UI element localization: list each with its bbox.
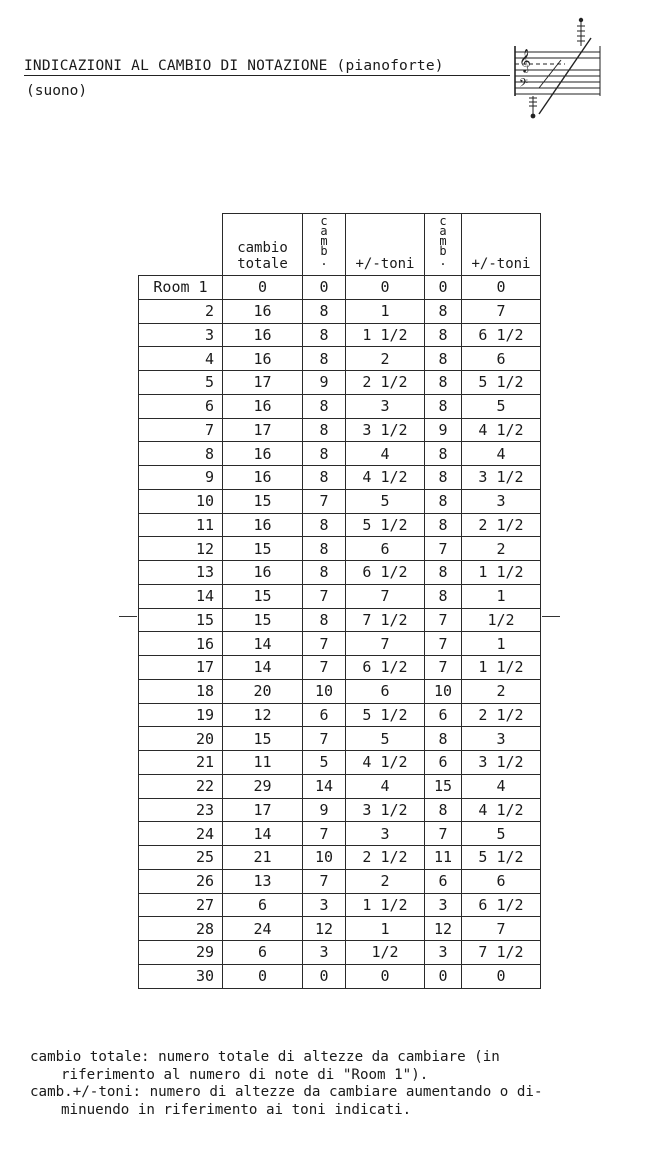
camb-down-cell: 8 [425, 798, 462, 822]
row-label: Room 1 [139, 276, 223, 300]
cambio-totale-cell: 16 [223, 394, 303, 418]
toni-up-cell: 7 1/2 [346, 608, 425, 632]
row-label: 9 [139, 466, 223, 490]
camb-up-cell: 7 [303, 869, 346, 893]
toni-down-cell: 5 1/2 [462, 371, 541, 395]
camb-down-cell: 7 [425, 608, 462, 632]
table-row [139, 656, 541, 680]
toni-up-cell: 7 [346, 584, 425, 608]
toni-down-cell: 1 1/2 [462, 561, 541, 585]
header-char: m [439, 234, 447, 248]
cambio-totale-cell: 17 [223, 418, 303, 442]
toni-down-cell: 1/2 [462, 608, 541, 632]
table-row [139, 941, 541, 965]
header-cambio-line: cambio [237, 240, 288, 256]
camb-down-cell: 0 [425, 276, 462, 300]
toni-up-cell: 6 1/2 [346, 656, 425, 680]
document-title: INDICAZIONI AL CAMBIO DI NOTAZIONE (pianoforte) [24, 58, 510, 76]
row-label: 6 [139, 394, 223, 418]
row-label: 24 [139, 822, 223, 846]
toni-down-cell: 6 1/2 [462, 323, 541, 347]
table-row [139, 774, 541, 798]
camb-up-cell: 9 [303, 798, 346, 822]
camb-down-cell: 8 [425, 513, 462, 537]
toni-down-cell: 2 1/2 [462, 703, 541, 727]
camb-up-cell: 3 [303, 941, 346, 965]
cambio-totale-cell: 0 [223, 276, 303, 300]
row-label: 4 [139, 347, 223, 371]
camb-up-cell: 7 [303, 656, 346, 680]
table-row [139, 917, 541, 941]
header-char: a [320, 224, 328, 238]
camb-up-cell: 3 [303, 893, 346, 917]
camb-down-cell: 8 [425, 466, 462, 490]
toni-up-cell: 5 1/2 [346, 513, 425, 537]
cambio-totale-cell: 15 [223, 537, 303, 561]
cambio-totale-cell: 14 [223, 632, 303, 656]
camb-up-cell: 8 [303, 299, 346, 323]
row-label: 25 [139, 846, 223, 870]
row-label: 28 [139, 917, 223, 941]
table-header-row [139, 214, 541, 276]
document-subtitle: (suono) [26, 83, 88, 99]
cambio-totale-cell: 20 [223, 679, 303, 703]
cambio-totale-cell: 16 [223, 466, 303, 490]
header-char: c [320, 214, 328, 228]
camb-up-cell: 7 [303, 822, 346, 846]
toni-down-cell: 3 1/2 [462, 751, 541, 775]
header-char: m [320, 234, 328, 248]
table-row [139, 798, 541, 822]
header-char: a [439, 224, 447, 238]
camb-down-cell: 8 [425, 584, 462, 608]
table-row [139, 442, 541, 466]
table-row [139, 371, 541, 395]
cambio-totale-cell: 6 [223, 941, 303, 965]
table-row [139, 869, 541, 893]
row-label: 29 [139, 941, 223, 965]
toni-down-cell: 4 1/2 [462, 798, 541, 822]
toni-up-cell: 6 1/2 [346, 561, 425, 585]
table-row [139, 846, 541, 870]
toni-down-cell: 1 [462, 584, 541, 608]
row-label: 13 [139, 561, 223, 585]
toni-down-cell: 4 [462, 442, 541, 466]
cambio-totale-cell: 16 [223, 323, 303, 347]
table-row [139, 608, 541, 632]
table-row [139, 489, 541, 513]
row-label: 21 [139, 751, 223, 775]
header-char: b [439, 244, 447, 258]
camb-down-cell: 9 [425, 418, 462, 442]
cambio-totale-cell: 15 [223, 489, 303, 513]
camb-down-cell: 10 [425, 679, 462, 703]
toni-down-cell: 4 [462, 774, 541, 798]
camb-up-cell: 8 [303, 608, 346, 632]
camb-down-cell: 8 [425, 489, 462, 513]
camb-up-cell: 6 [303, 703, 346, 727]
row-label: 20 [139, 727, 223, 751]
table-row [139, 584, 541, 608]
cambio-totale-cell: 17 [223, 371, 303, 395]
camb-up-cell: 12 [303, 917, 346, 941]
toni-up-cell: 0 [346, 964, 425, 988]
toni-up-cell: 3 [346, 822, 425, 846]
camb-up-cell: 8 [303, 513, 346, 537]
camb-down-cell: 7 [425, 537, 462, 561]
toni-up-cell: 0 [346, 276, 425, 300]
camb-up-cell: 5 [303, 751, 346, 775]
header-char: c [439, 214, 447, 228]
table-row [139, 466, 541, 490]
row-label: 18 [139, 679, 223, 703]
cambio-totale-cell: 14 [223, 656, 303, 680]
table-row [139, 964, 541, 988]
camb-up-cell: 7 [303, 489, 346, 513]
margin-mark-right [542, 616, 560, 617]
row-label: 19 [139, 703, 223, 727]
table-row [139, 679, 541, 703]
toni-up-cell: 2 1/2 [346, 846, 425, 870]
table-row [139, 822, 541, 846]
toni-down-cell: 5 [462, 822, 541, 846]
toni-down-cell: 1 1/2 [462, 656, 541, 680]
toni-down-cell: 2 [462, 679, 541, 703]
row-label: 22 [139, 774, 223, 798]
toni-up-cell: 3 1/2 [346, 418, 425, 442]
staff-sketch-icon [505, 14, 605, 122]
table-row [139, 703, 541, 727]
toni-up-cell: 3 [346, 394, 425, 418]
camb-up-cell: 8 [303, 466, 346, 490]
toni-up-cell: 2 [346, 347, 425, 371]
toni-down-cell: 0 [462, 964, 541, 988]
toni-down-cell: 7 [462, 299, 541, 323]
toni-down-cell: 1 [462, 632, 541, 656]
toni-up-cell: 5 [346, 489, 425, 513]
camb-up-cell: 7 [303, 632, 346, 656]
camb-down-cell: 11 [425, 846, 462, 870]
header-camb-2 [425, 214, 462, 276]
toni-up-cell: 4 [346, 442, 425, 466]
camb-up-cell: 0 [303, 964, 346, 988]
cambio-totale-cell: 11 [223, 751, 303, 775]
toni-up-cell: 1 [346, 917, 425, 941]
cambio-totale-cell: 16 [223, 513, 303, 537]
table-row [139, 561, 541, 585]
row-label: 14 [139, 584, 223, 608]
row-label: 5 [139, 371, 223, 395]
camb-up-cell: 8 [303, 394, 346, 418]
camb-down-cell: 15 [425, 774, 462, 798]
cambio-totale-cell: 6 [223, 893, 303, 917]
footnote-line: minuendo in riferimento ai toni indicati. [61, 1101, 412, 1118]
cambio-totale-cell: 15 [223, 584, 303, 608]
cambio-totale-cell: 16 [223, 561, 303, 585]
row-label: 27 [139, 893, 223, 917]
camb-up-cell: 8 [303, 561, 346, 585]
cambio-totale-cell: 13 [223, 869, 303, 893]
header-char: . [439, 254, 447, 268]
toni-down-cell: 0 [462, 276, 541, 300]
camb-down-cell: 7 [425, 632, 462, 656]
toni-up-cell: 1 1/2 [346, 323, 425, 347]
toni-up-cell: 1 1/2 [346, 893, 425, 917]
toni-down-cell: 5 [462, 394, 541, 418]
row-label: 17 [139, 656, 223, 680]
camb-down-cell: 0 [425, 964, 462, 988]
cambio-totale-cell: 0 [223, 964, 303, 988]
toni-down-cell: 6 [462, 347, 541, 371]
cambio-totale-cell: 12 [223, 703, 303, 727]
toni-up-cell: 6 [346, 679, 425, 703]
header-empty [139, 214, 223, 276]
table-row [139, 347, 541, 371]
cambio-totale-cell: 21 [223, 846, 303, 870]
row-label: 16 [139, 632, 223, 656]
cambio-totale-cell: 16 [223, 299, 303, 323]
toni-down-cell: 7 [462, 917, 541, 941]
camb-up-cell: 8 [303, 442, 346, 466]
camb-down-cell: 7 [425, 656, 462, 680]
toni-down-cell: 6 1/2 [462, 893, 541, 917]
toni-down-cell: 3 1/2 [462, 466, 541, 490]
camb-up-cell: 14 [303, 774, 346, 798]
cambio-totale-cell: 29 [223, 774, 303, 798]
table-row [139, 893, 541, 917]
table-row [139, 751, 541, 775]
row-label: 11 [139, 513, 223, 537]
footnote-line: camb.+/-toni: numero di altezze da cambiare aumentando o di- [30, 1084, 543, 1100]
camb-up-cell: 10 [303, 846, 346, 870]
row-label: 7 [139, 418, 223, 442]
camb-down-cell: 8 [425, 442, 462, 466]
header-toni-1: +/-toni [346, 214, 425, 276]
table-row [139, 276, 541, 300]
header-camb-1 [303, 214, 346, 276]
row-label: 12 [139, 537, 223, 561]
camb-down-cell: 8 [425, 371, 462, 395]
cambio-totale-cell: 14 [223, 822, 303, 846]
row-label: 23 [139, 798, 223, 822]
camb-up-cell: 8 [303, 537, 346, 561]
toni-down-cell: 4 1/2 [462, 418, 541, 442]
header-cambio-totale [223, 214, 303, 276]
toni-down-cell: 2 1/2 [462, 513, 541, 537]
header-char: b [320, 244, 328, 258]
camb-up-cell: 10 [303, 679, 346, 703]
toni-up-cell: 4 1/2 [346, 751, 425, 775]
table-row [139, 537, 541, 561]
footnote-line: riferimento al numero di note di "Room 1"). [61, 1066, 429, 1083]
row-label: 2 [139, 299, 223, 323]
toni-up-cell: 1 [346, 299, 425, 323]
toni-up-cell: 5 1/2 [346, 703, 425, 727]
toni-up-cell: 3 1/2 [346, 798, 425, 822]
row-label: 10 [139, 489, 223, 513]
footnote-line: cambio totale: numero totale di altezze da cambiare (in [30, 1049, 500, 1065]
camb-down-cell: 8 [425, 323, 462, 347]
table-row [139, 323, 541, 347]
table-row [139, 513, 541, 537]
camb-up-cell: 0 [303, 276, 346, 300]
camb-up-cell: 8 [303, 323, 346, 347]
cambio-totale-cell: 24 [223, 917, 303, 941]
header-char: . [320, 254, 328, 268]
toni-down-cell: 6 [462, 869, 541, 893]
camb-down-cell: 12 [425, 917, 462, 941]
camb-down-cell: 6 [425, 751, 462, 775]
camb-down-cell: 3 [425, 941, 462, 965]
toni-up-cell: 4 1/2 [346, 466, 425, 490]
svg-text:𝄞: 𝄞 [519, 48, 531, 72]
cambio-totale-cell: 16 [223, 347, 303, 371]
toni-down-cell: 3 [462, 727, 541, 751]
row-label: 15 [139, 608, 223, 632]
toni-down-cell: 7 1/2 [462, 941, 541, 965]
cambio-totale-cell: 15 [223, 727, 303, 751]
table-body [139, 276, 541, 989]
toni-down-cell: 5 1/2 [462, 846, 541, 870]
margin-mark-left [119, 616, 137, 617]
header-toni-2: +/-toni [462, 214, 541, 276]
camb-down-cell: 8 [425, 561, 462, 585]
table-row [139, 418, 541, 442]
table-row [139, 299, 541, 323]
toni-up-cell: 7 [346, 632, 425, 656]
cambio-totale-cell: 17 [223, 798, 303, 822]
notation-table [138, 213, 540, 989]
header-totale-line: totale [237, 256, 288, 272]
row-label: 3 [139, 323, 223, 347]
camb-up-cell: 7 [303, 584, 346, 608]
camb-down-cell: 6 [425, 703, 462, 727]
row-label: 8 [139, 442, 223, 466]
footnotes [30, 1049, 655, 1119]
camb-down-cell: 8 [425, 347, 462, 371]
row-label: 30 [139, 964, 223, 988]
table-row [139, 632, 541, 656]
camb-up-cell: 8 [303, 418, 346, 442]
camb-down-cell: 8 [425, 299, 462, 323]
toni-up-cell: 4 [346, 774, 425, 798]
camb-up-cell: 9 [303, 371, 346, 395]
cambio-totale-cell: 16 [223, 442, 303, 466]
toni-down-cell: 3 [462, 489, 541, 513]
toni-up-cell: 2 1/2 [346, 371, 425, 395]
camb-down-cell: 3 [425, 893, 462, 917]
toni-down-cell: 2 [462, 537, 541, 561]
camb-up-cell: 7 [303, 727, 346, 751]
cambio-totale-cell: 15 [223, 608, 303, 632]
toni-up-cell: 6 [346, 537, 425, 561]
toni-up-cell: 5 [346, 727, 425, 751]
row-label: 26 [139, 869, 223, 893]
camb-down-cell: 7 [425, 822, 462, 846]
table-row [139, 727, 541, 751]
toni-up-cell: 2 [346, 869, 425, 893]
camb-down-cell: 8 [425, 727, 462, 751]
camb-up-cell: 8 [303, 347, 346, 371]
svg-text:𝄢: 𝄢 [519, 77, 529, 93]
toni-up-cell: 1/2 [346, 941, 425, 965]
camb-down-cell: 8 [425, 394, 462, 418]
camb-down-cell: 6 [425, 869, 462, 893]
table-row [139, 394, 541, 418]
